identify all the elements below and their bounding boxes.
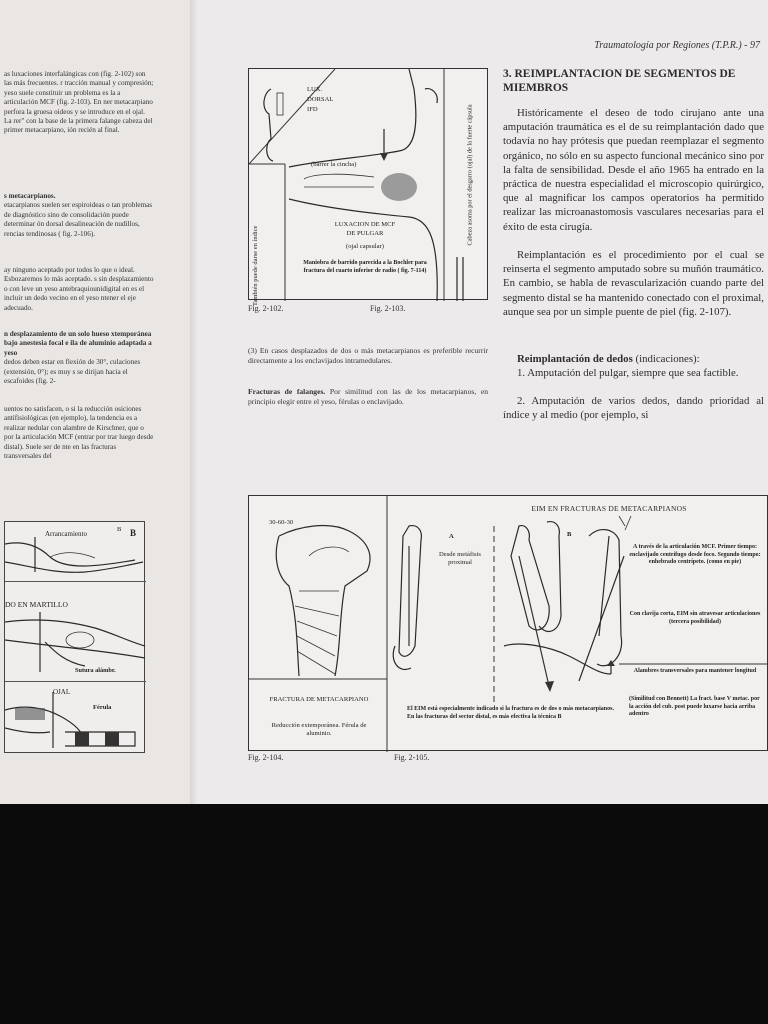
label-angles: 30-60-30 — [269, 519, 294, 526]
label-pulgar: DE PULGAR — [346, 230, 384, 237]
finger-ojal-drawing — [5, 682, 146, 754]
body-paragraph-2: Reimplantación es el procedimiento por el cual se reinserta el segmento amputado sobre su muñón traumático. En cambio, se habla de revascularización cuando parte del segmento distal se ha mantenido conectado con el proximal, aunque sea por un simple puente de piel (fig. 2-107). — [503, 249, 764, 318]
caption-fig-2-104: Fig. 2-104. — [248, 753, 284, 762]
label-ifd: IFD — [307, 106, 318, 113]
label-vertical-indice: También puede darse en índice — [252, 225, 259, 306]
caption-fig-2-102: Fig. 2-102. — [248, 304, 284, 313]
label-sutura: Sutura alámbr. — [75, 667, 116, 674]
right-page — [198, 0, 768, 804]
label-martillo: DO EN MARTILLO — [5, 600, 68, 609]
left-paragraph-2: s metacarpianos. etacarpianos suelen ser espiroideas o tan problemas de diagnóstico sino de consolidación puede determinar ón dorsal desalineación de nudillos, rencias tendinosas ( fig. 2-106). — [4, 192, 153, 238]
label-a: A — [449, 533, 454, 540]
label-a-traves: A través de la articulación MCF. Primer tiempo: enclavijado centrífugo desde foco. Segundo tiempo: enhebrado centrípeto. (como en pie) — [629, 544, 761, 566]
left-figure-2-106 — [4, 521, 145, 753]
left-page — [0, 0, 198, 804]
figure-2-102-103 — [248, 68, 488, 306]
label-fractura: FRACTURA DE METACARPIANO — [269, 696, 369, 703]
figure-row-martillo — [5, 582, 146, 682]
body-subheading: Reimplantación de dedos (indicaciones): — [517, 353, 700, 365]
paragraph-falanges: Fracturas de falanges. Por similitud con las de los metacarpianos, en principio elegir entre el yeso, férulas o enclavijado. — [248, 387, 489, 406]
subheading-reimplantacion: Reimplantación de dedos — [517, 353, 633, 365]
left-paragraph-1: as luxaciones interfalángicas con (fig. 2-102) son las más frecuentes. r tracción manual y compresión; yeso suele constituir un problema es la a articulación MCF (fig. 2-103). En ner metacarpiano perfora la gruesa oideos y se introduce en el ojal. La rer" con la base de la primera falange cabeza del primer metacarpiano, ión recién al final. — [4, 70, 154, 135]
label-arrancamiento: Arrancamiento — [45, 530, 87, 538]
label-alambres: Alambres transversales para mantener longitud — [633, 668, 757, 674]
figure-row-arrancamiento — [5, 522, 146, 582]
label-ojal: OJAL — [53, 688, 71, 696]
left-paragraph-5: uentos no satisfacen, o si la reducción osiciones antifisiológicas (en ejemplo), la tendencia es a realizar nedular con alambre de Kirschner, que o por la articulación MCF (entrar por trar luego desde distal). Suele ser de nte en las fracturas transversales del — [4, 405, 154, 461]
body-paragraph-1: Históricamente el deseo de todo cirujano ante una amputación traumática es el de su reimplantación dado que todavía no hay prótesis que puedan reemplazar el segmento orgánico, no sólo en su aspecto funcional mecánico sino por la falta de sensibilidad. Desde el año 1965 ha entrado en la práctica de nuestra especialidad el microscopio quirúrgico, que al magnificar los campos operatorios ha permitido realizar las microanastomosis vasculares necesarias para el éxito de esta cirugía. — [503, 107, 764, 233]
label-lux: LUX. — [307, 86, 323, 93]
label-ferula: Férula — [93, 704, 112, 711]
left-paragraph-4: n desplazamiento de un solo hueso xtemporánea bajo anestesia focal e ila de aluminio adaptada a yeso dedos deben estar en flexión de 30°, culaciones (extensión, 0°); es muy s se dirijan hacia el escafoides (fig. 2- — [4, 330, 154, 386]
label-b-bold: B — [130, 528, 137, 538]
left-paragraph-3: ay ninguno aceptado por todos lo que o ideal. Esbozaremos lo más aceptado. s sin desplazamiento o con leve un yeso antebraquiounidigital en es el incluir un dedo vecino en el yeso ntener el eje adecuado. — [4, 266, 154, 312]
scanner-background — [0, 804, 768, 1024]
caption-fig-2-103: Fig. 2-103. — [370, 304, 406, 313]
label-b: B — [567, 531, 572, 538]
figure-bottom-title: EIM EN FRACTURAS DE METACARPIANOS — [531, 504, 687, 513]
label-desde: Desde metáfisis proximal — [439, 551, 481, 566]
label-luxacion: LUXACION DE MCF — [334, 221, 396, 228]
figure-row-ojal — [5, 682, 146, 754]
caption-fig-2-105: Fig. 2-105. — [394, 753, 430, 762]
label-eim-note: El EIM está especialmente indicado si la fractura es de dos o más metacarpianos. En las fracturas del sector distal, es más efectiva la técnica B — [407, 706, 614, 720]
label-b-small: B — [117, 526, 122, 533]
label-reduccion: Reducción extemporánea. Férula de aluminio. — [271, 722, 367, 737]
paragraph-falanges-heading: Fracturas de falanges. — [248, 387, 326, 396]
left-paragraph-2-heading: s metacarpianos. — [4, 192, 56, 200]
running-head: Traumatología por Regiones (T.P.R.) - 97 — [594, 40, 760, 51]
paragraph-metacarpianos: (3) En casos desplazados de dos o más metacarpianos es preferible recurrir directamente a los enclavijados intramedulares. — [248, 346, 488, 365]
label-vertical-cabeza: Cabeza asoma por el desgarro (ojal) de la fuerte cápsula — [466, 104, 474, 246]
label-similitud: (Similitud con Bennett) La fract. base V metac. por la acción del cub. post puede luxarse hacia arriba adentro — [629, 696, 760, 718]
body-list-item-1: 1. Amputación del pulgar, siempre que sea factible. — [517, 367, 739, 379]
label-clavija: Con clavija corta, EIM sin atravesar articulaciones (tercera posibilidad) — [629, 611, 761, 625]
figure-2-104-105 — [248, 495, 768, 751]
body-list-item-2: 2. Amputación de varios dedos, dando prioridad al índice y al medio (por ejemplo, si — [503, 395, 764, 422]
label-maniobra: Maniobra de barrido parecida a la Bochler para fractura del cuarto inferior de radio ( fig. 7-114) — [303, 260, 427, 274]
label-barrer: (barrer la cincha) — [311, 161, 357, 168]
left-paragraph-4-heading: n desplazamiento de un solo hueso xtemporánea bajo anestesia focal e ila de aluminio adaptada a yeso — [4, 330, 152, 357]
section-title: 3. REIMPLANTACION DE SEGMENTOS DE MIEMBROS — [503, 68, 736, 94]
label-dorsal: DORSAL — [307, 96, 334, 103]
label-ojal-capsular: (ojal capsular) — [346, 243, 384, 250]
